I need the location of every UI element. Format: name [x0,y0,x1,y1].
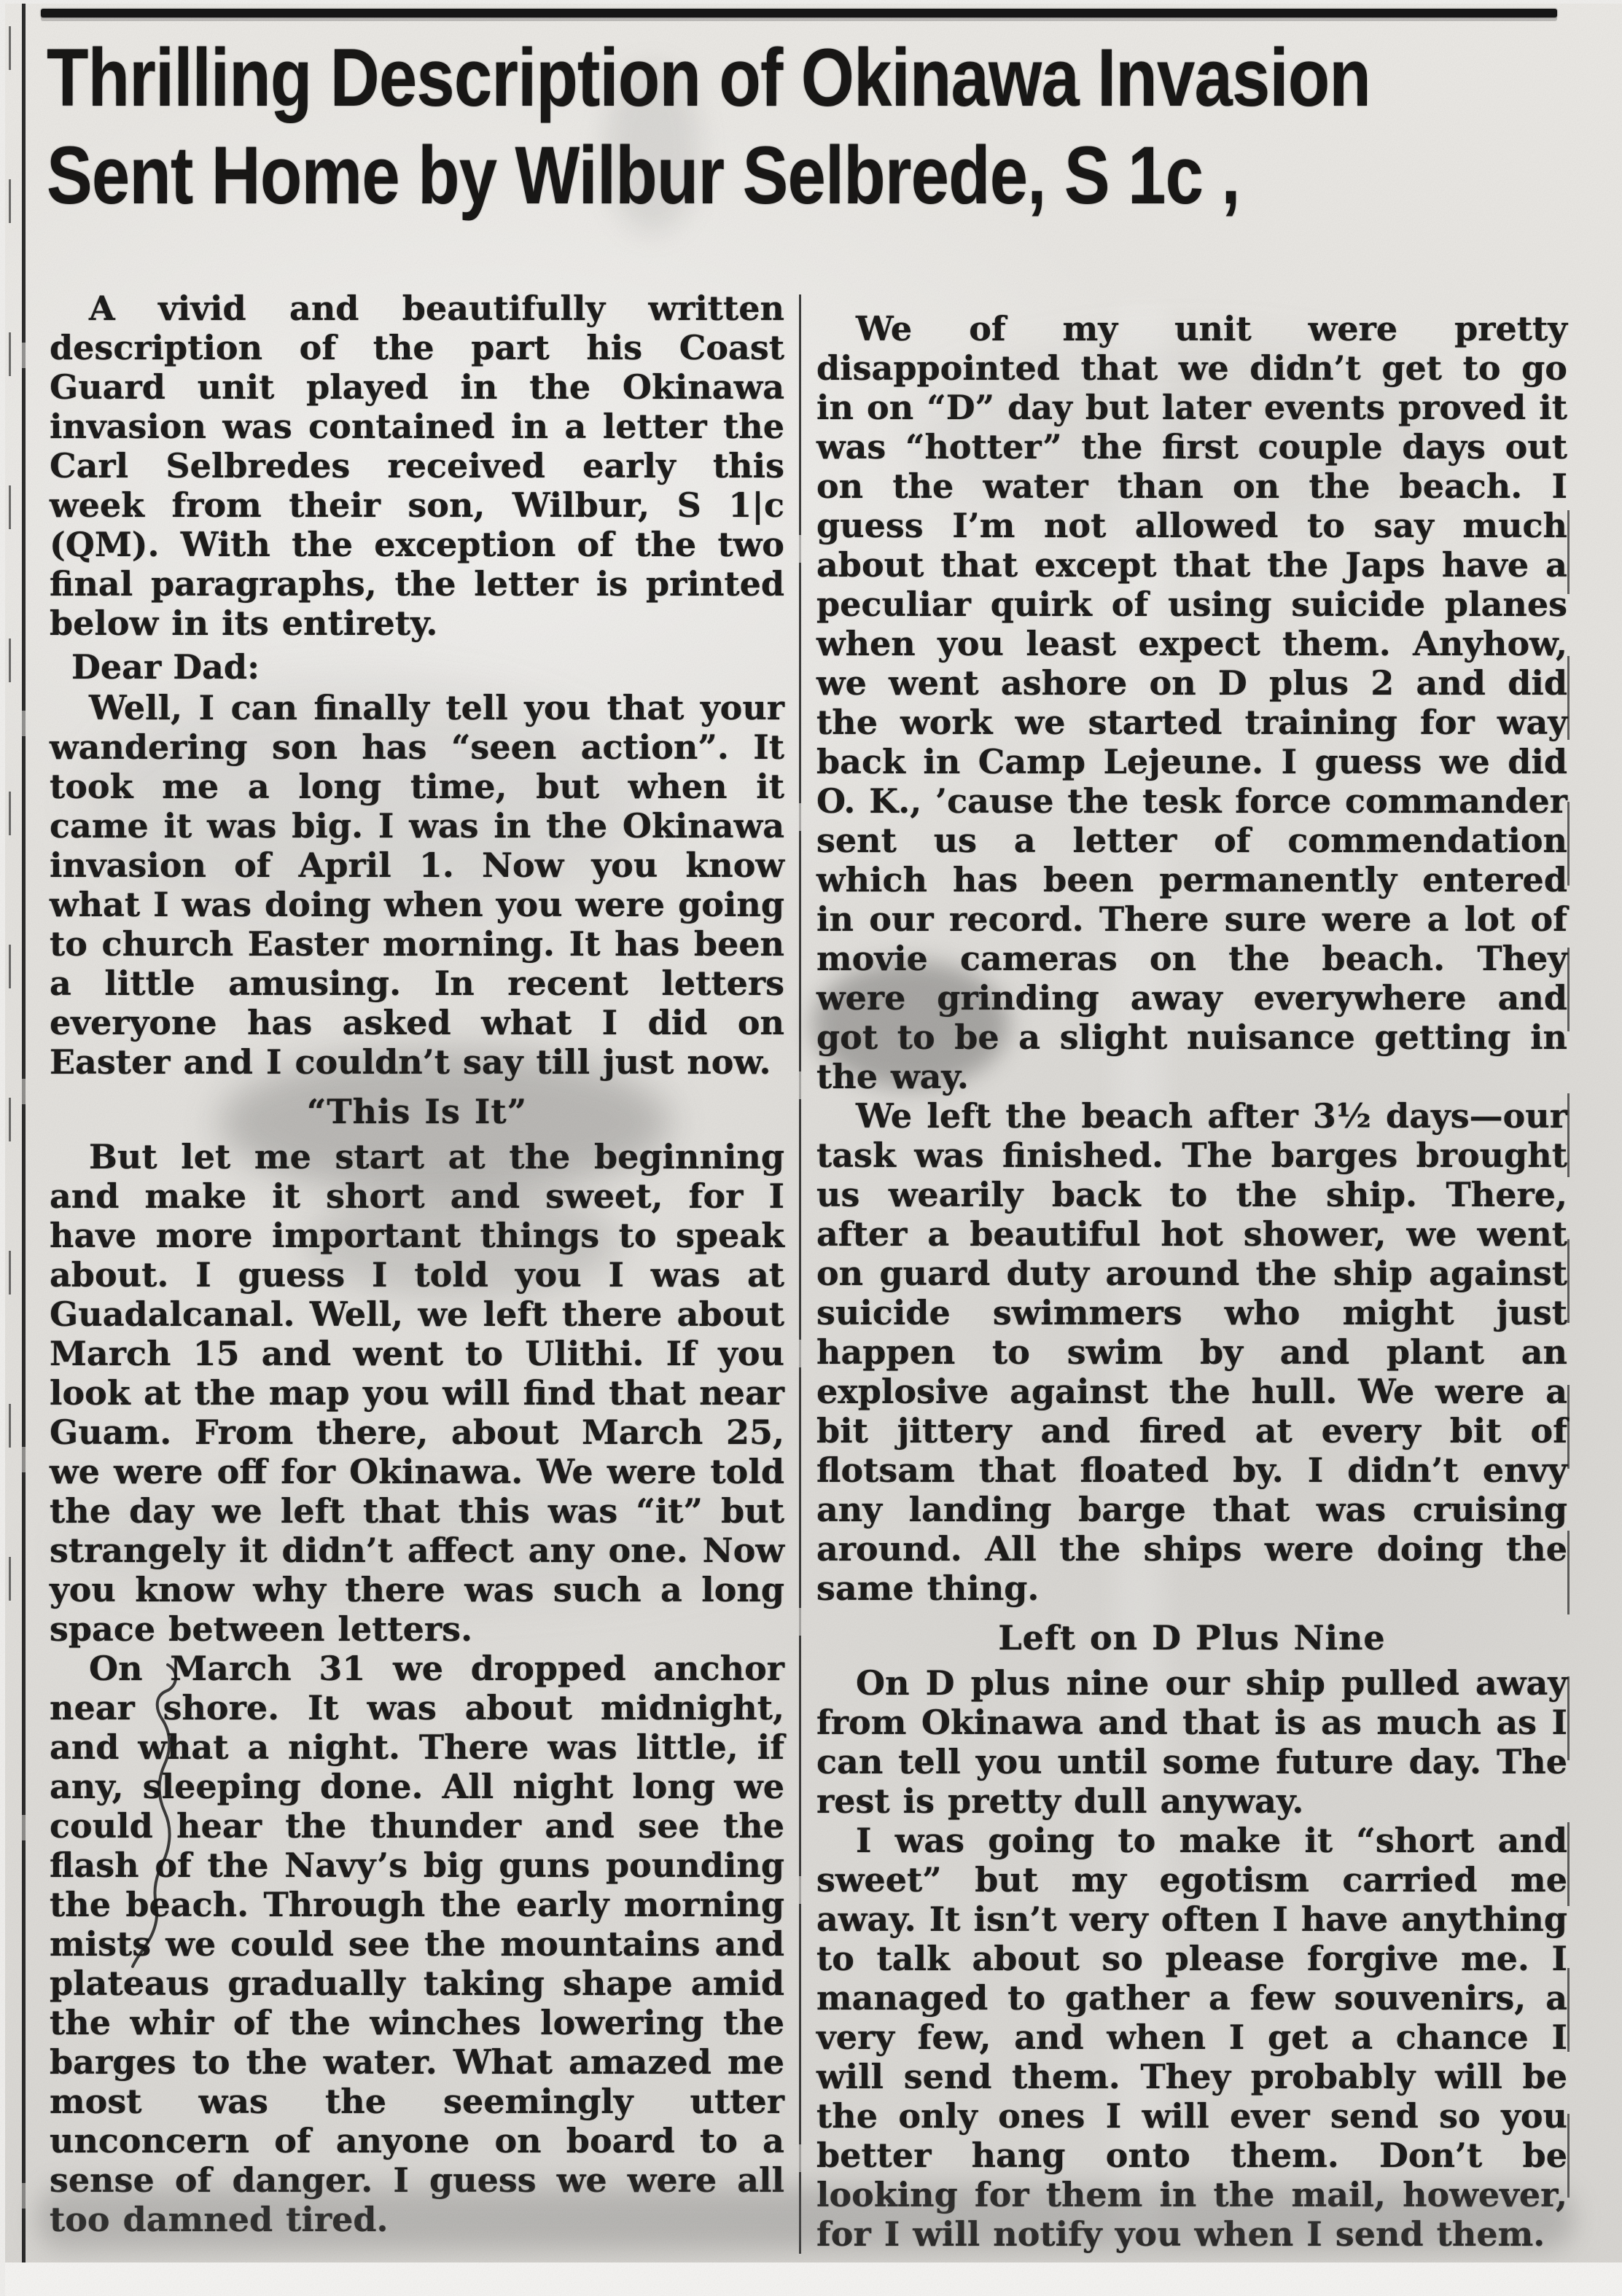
paragraph-beginning: But let me start at the beginning and make it short and sweet, for I have more important things to speak about. I guess I told you I was at Guadalcanal. Well, we left there about March 15 and went to Ulithi. If you look at the map you will find that near Guam. From there, about March 25, we were off for Okinawa. We were told the day we left that this was “it” but strangely it didn’t affect any one. Now you know why there was such a long space between letters. [50,1137,784,1649]
left-border-rule [22,0,26,2268]
paragraph-anchor: On March 31 we dropped anchor near shore. It was about midnight, and what a night. There was little, if any, sleeping done. All night long we could hear the thunder and see the flash of the Navy’s big guns pounding the beach. Through the early morning mists we could see the mountains and plateaus gradually taking shape amid the whir of the winches lowering the barges to the water. What amazed me most was the seemingly utter unconcern of anyone on board to a sense of danger. I guess we were all too damned tired. [50,1649,784,2239]
salutation: Dear Dad: [71,647,260,687]
paragraph-d-day: We of my unit were pretty disappointed that we didn’t get to go in on “D” day but later events proved it was “hotter” the first couple days out on the water than on the beach. I guess I’m not allowed to say much about that except that the Japs have a peculiar quirk of using suicide planes when you least expect them. Anyhow, we went ashore on D plus 2 and did the work we started training for way back in Camp Lejeune. I guess we did O. K., ’cause the tesk force commander sent us a letter of commendation which has been permanently entered in our record. There sure were a lot of movie cameras on the beach. They were grinding away everywhere and got to be a slight nuisance getting in the way. [816,309,1567,1096]
scan-edge-left [0,0,5,2296]
headline [47,29,1622,224]
column-divider-rule [799,294,801,2254]
left-column [50,289,784,2239]
paragraph-d-plus-nine: On D plus nine our ship pulled away from Okinawa and that is as much as I can tell you until some future day. The rest is pretty dull anyway. [816,1663,1567,1821]
scan-edge-bottom [0,2262,1622,2296]
headline-line-1: Thrilling Description of Okinawa Invasion [47,32,1371,123]
paragraph-beach: We left the beach after 3½ days—our task was finished. The barges brought us wearily back to the ship. There, after a beautiful hot shower, we went on guard duty around the ship against suicide swimmers who might just happen to swim by and plant an explosive against the hull. We were a bit jittery and fired at every bit of flotsam that floated by. I didn’t envy any landing barge that was cruising around. All the ships were doing the same thing. [816,1096,1567,1608]
paragraph-souvenirs: I was going to make it “short and sweet” but my egotism carried me away. It isn’t very often I have anything to talk about so please forgive me. I managed to gather a few souvenirs, a very few, and when I get a chance I will send them. They probably will be the only ones I will ever send so you better hang onto them. Don’t be looking for them in the mail, however, for I will notify you when I send them. [816,1821,1567,2254]
left-outer-dashed-rule [9,26,11,1703]
headline-line-2: Sent Home by Wilbur Selbrede, S 1c , [47,130,1240,221]
scan-edge-top [0,0,1622,4]
subhead-left-on-d-plus-nine: Left on D Plus Nine [998,1618,1386,1657]
paragraph-seen-action: Well, I can finally tell you that your wandering son has “seen action”. It took me a long time, but when it came it was big. I was in the Okinawa invasion of April 1. Now you know what I was doing when you were going to church Easter morning. It has been a little amusing. In recent letters everyone has asked what I did on Easter and I couldn’t say till just now. [50,688,784,1082]
subhead-this-is-it: “This Is It” [306,1092,528,1131]
right-border-rule [1567,510,1570,2245]
right-column [816,309,1567,2254]
top-rule [41,9,1557,17]
intro-paragraph: A vivid and beautifully written description of the part his Coast Guard unit played in the Okinawa invasion was contained in a letter the Carl Selbredes received early this week from their son, Wilbur, S 1|c (QM). With the exception of the two final paragraphs, the letter is printed below in its entirety. [50,289,784,643]
